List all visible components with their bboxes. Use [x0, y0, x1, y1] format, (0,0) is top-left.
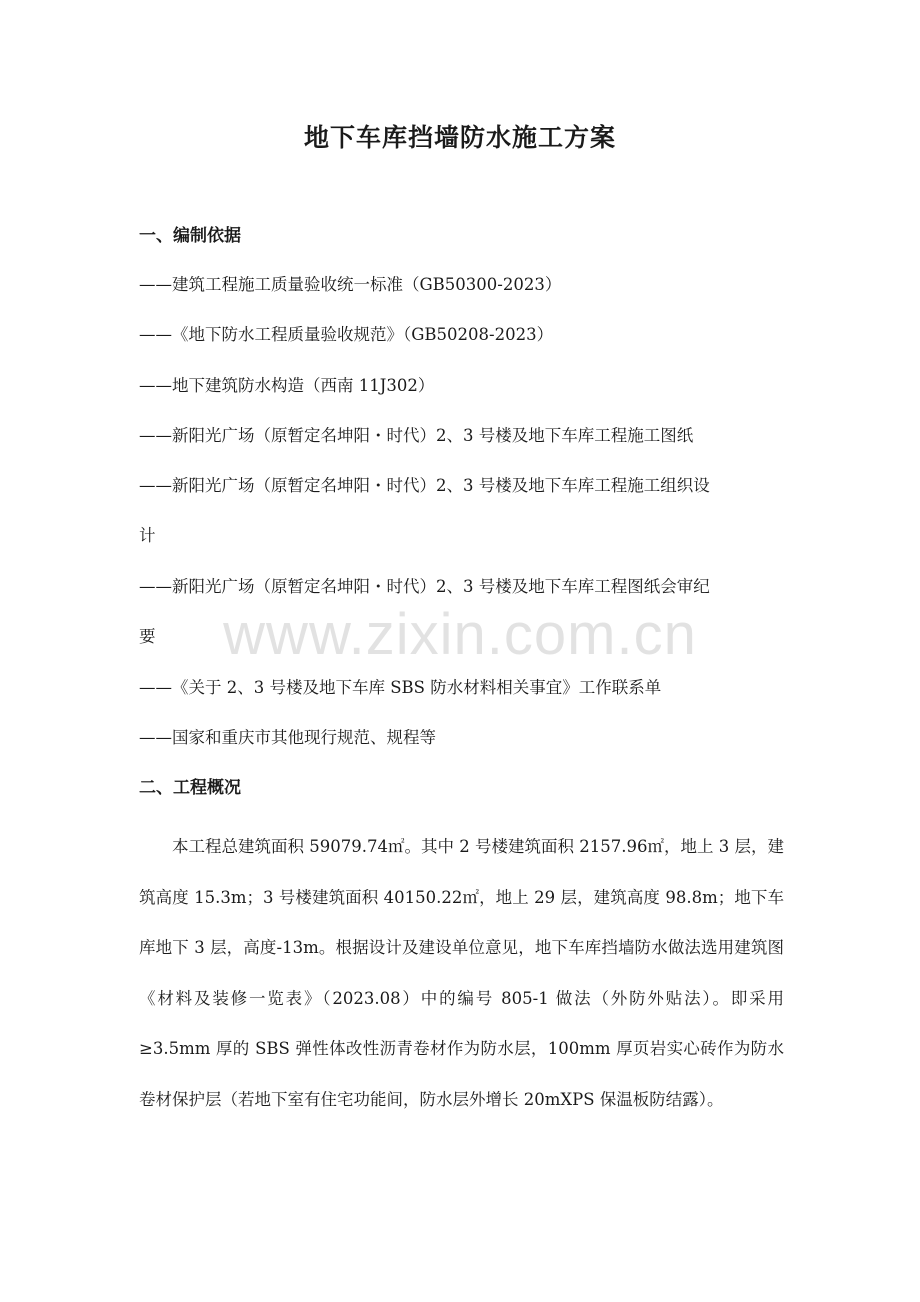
overview-paragraph: 本工程总建筑面积 59079.74㎡。其中 2 号楼建筑面积 2157.96㎡，地上 3 层，建筑高度 15.3m；3 号楼建筑面积 40150.22㎡，地上 29 层，建筑高度 98.8m；地下车库地下 3 层，高度-13m。根据设计及建设单位意见，地下车库挡墙防水做法选用建筑图《材料及装修一览表》（2023.08）中的编号 805-1 做法（外防外贴法）。即采用≥3.5mm 厚的 SBS 弹性体改性沥青卷材作为防水层，100mm 厚页岩实心砖作为防水卷材保护层（若地下室有住宅功能间，防水层外增长 20mXPS 保温板防结露）。 — [139, 837, 784, 1109]
basis-item: ——新阳光广场（原暂定名坤阳・时代）2、3 号楼及地下车库工程施工组织设 — [139, 476, 710, 495]
basis-item: ——新阳光广场（原暂定名坤阳・时代）2、3 号楼及地下车库工程图纸会审纪 — [139, 577, 710, 596]
section-heading-basis: 一、编制依据 — [139, 226, 241, 246]
section-heading-overview: 二、工程概况 — [139, 778, 241, 798]
basis-item: ——地下建筑防水构造（西南 11J302） — [139, 376, 435, 395]
basis-item: ——《地下防水工程质量验收规范》（GB50208-2023） — [139, 325, 554, 344]
basis-item: ——《关于 2、3 号楼及地下车库 SBS 防水材料相关事宜》工作联系单 — [139, 678, 662, 697]
basis-item-continuation: 计 — [139, 526, 156, 545]
document-title: 地下车库挡墙防水施工方案 — [303, 123, 616, 152]
basis-item: ——新阳光广场（原暂定名坤阳・时代）2、3 号楼及地下车库工程施工图纸 — [139, 426, 694, 445]
watermark: www.zixin.com.cn — [223, 602, 697, 667]
basis-item: ——国家和重庆市其他现行规范、规程等 — [139, 728, 436, 747]
basis-item: ——建筑工程施工质量验收统一标准（GB50300-2023） — [139, 275, 562, 294]
basis-item-continuation: 要 — [139, 627, 156, 646]
